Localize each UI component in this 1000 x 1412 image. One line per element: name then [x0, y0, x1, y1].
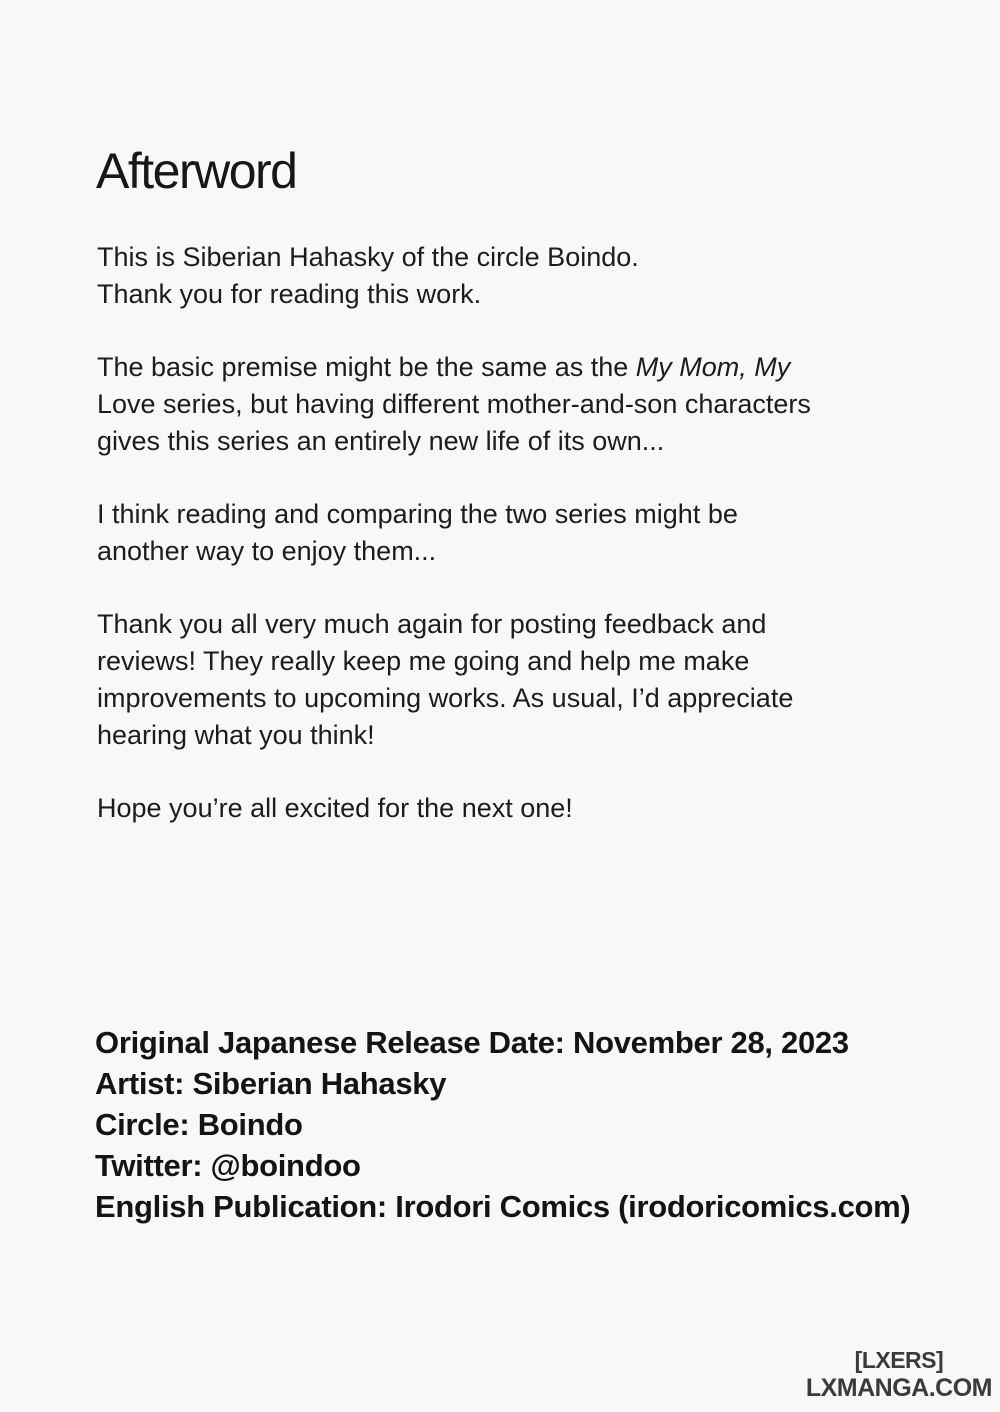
text-line: [97, 349, 927, 386]
text-line: Love series, but having different mother-and-son characters: [97, 389, 811, 419]
watermark-site-url: LXMANGA.COM: [805, 1374, 992, 1402]
text-line: hearing what you think!: [97, 720, 375, 750]
scanlation-watermark: [806, 1346, 992, 1402]
release-credits: [95, 1022, 910, 1227]
series-title-italic: My Mom, My: [635, 352, 791, 382]
text-line: Thank you all very much again for posting feedback and: [97, 609, 767, 639]
text-line: I think reading and comparing the two series might be: [97, 499, 738, 529]
text-line: reviews! They really keep me going and help me make: [97, 646, 750, 676]
credit-twitter: Twitter: @boindoo: [95, 1148, 361, 1183]
text-line: gives this series an entirely new life of its own...: [97, 426, 665, 456]
text-line: Hope you’re all excited for the next one!: [97, 793, 573, 823]
credit-publisher: English Publication: Irodori Comics (irodoricomics.com): [95, 1189, 911, 1224]
text-line: improvements to upcoming works. As usual, I’d appreciate: [97, 683, 794, 713]
credit-circle: Circle: Boindo: [95, 1107, 303, 1142]
afterword-paragraph-1: [97, 239, 927, 313]
watermark-group-tag: [LXERS]: [854, 1347, 944, 1373]
text-line: another way to enjoy them...: [97, 536, 437, 566]
text-line: This is Siberian Hahasky of the circle Boindo.: [97, 242, 639, 272]
afterword-paragraph-4: [97, 606, 927, 754]
text-segment: The basic premise might be the same as the: [97, 352, 636, 382]
afterword-paragraph-5: [97, 790, 927, 827]
credit-artist: Artist: Siberian Hahasky: [95, 1066, 447, 1101]
afterword-body: [97, 239, 927, 863]
text-line: Thank you for reading this work.: [97, 279, 482, 309]
afterword-paragraph-3: [97, 496, 927, 570]
page-title: Afterword: [96, 143, 297, 199]
afterword-paragraph-2: [97, 349, 927, 460]
credit-release-date: Original Japanese Release Date: November 28, 2023: [95, 1025, 849, 1060]
